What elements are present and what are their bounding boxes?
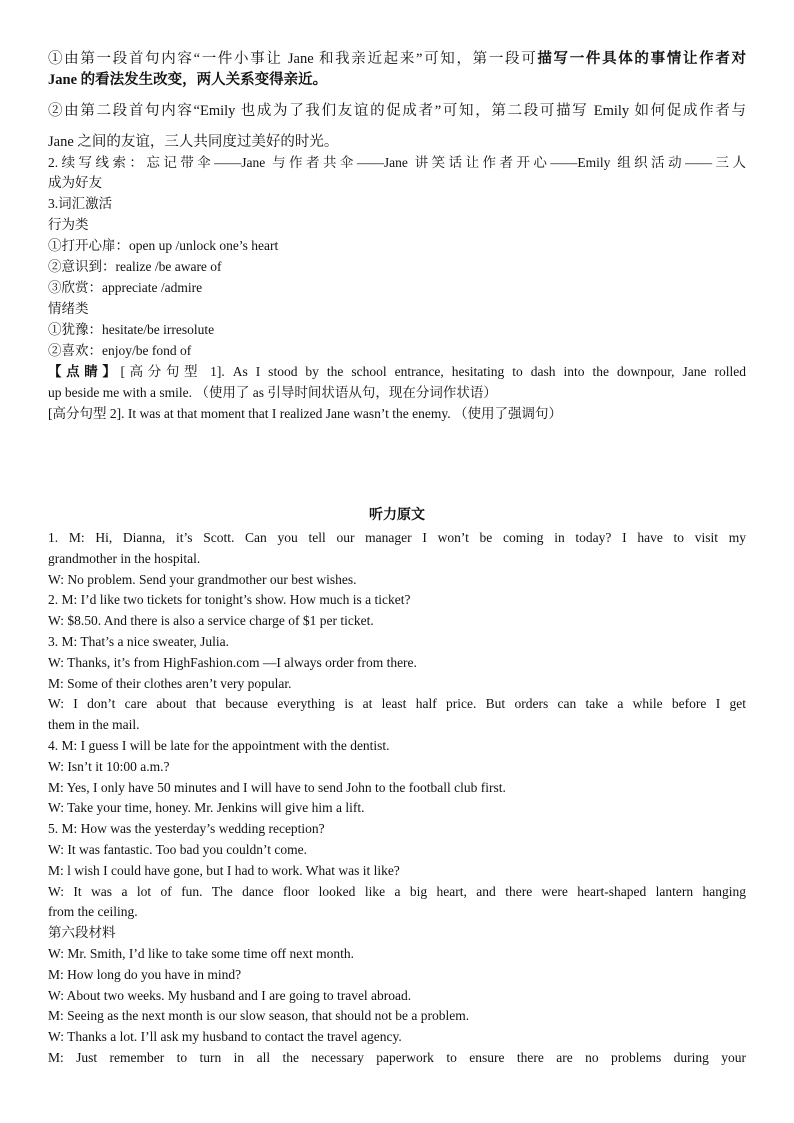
text-segment: ①由第一段首句内容“一件小事让 Jane 和我亲近起来”可知，第一段可: [48, 51, 538, 67]
text-line: [48, 132, 746, 152]
text-line: [48, 101, 746, 121]
text-line: [48, 70, 746, 90]
bold-text: Jane 的看法发生改变，两人关系变得亲近。: [48, 72, 328, 88]
bold-text: 描写一件具体的事情让作者对: [537, 51, 746, 67]
text-line: [48, 383, 746, 403]
text-segment: 行为类: [48, 217, 89, 232]
transcript-line: W: Mr. Smith, I’d like to take some time off next month.: [48, 946, 354, 961]
text-line: [48, 236, 746, 256]
text-line: [48, 299, 746, 319]
text-segment: up beside me with a smile. （使用了 as 引导时间状语从句，现在分词作状语）: [48, 385, 497, 400]
section-title-listening-transcript: 听力原文: [369, 508, 425, 523]
transcript-line: 3. M: That’s a nice sweater, Julia.: [48, 634, 230, 649]
transcript-line: grandmother in the hospital.: [48, 550, 201, 566]
text-segment: [高分句型 2]. It was at that moment that I realized Jane wasn’t the enemy. （使用了强调句）: [48, 406, 563, 421]
text-line: [48, 257, 746, 277]
text-segment: 2.续写线索：忘记带伞——Jane 与作者共伞——Jane 讲笑话让作者开心——Emily 组织活动——三人: [48, 155, 746, 170]
text-line: [48, 153, 746, 173]
text-segment: ①犹豫：hesitate/be irresolute: [48, 322, 215, 337]
transcript-line: W: Isn’t it 10:00 a.m.?: [48, 758, 170, 774]
text-line: [48, 404, 746, 424]
transcript-line: 第六段材料: [48, 925, 116, 941]
transcript-line: M: Some of their clothes aren’t very popular.: [48, 675, 292, 691]
transcript-line: from the ceiling.: [48, 904, 138, 920]
transcript-line: W: $8.50. And there is also a service charge of $1 per ticket.: [48, 613, 374, 629]
transcript-line: them in the mail.: [48, 717, 140, 733]
transcript-line: M: Just remember to turn in all the necessary paperwork to ensure there are no problems during your: [48, 1050, 746, 1065]
text-segment: ①打开心扉：open up /unlock one’s heart: [48, 238, 279, 253]
transcript-line: 4. M: I guess I will be late for the appointment with the dentist.: [48, 738, 390, 753]
text-segment: ②由第二段首句内容“Emily 也成为了我们友谊的促成者”可知，第二段可描写 Emily 如何促成作者与: [48, 103, 746, 119]
transcript-line: M: l wish I could have gone, but I had to work. What was it like?: [48, 862, 400, 878]
text-line: [48, 194, 746, 214]
transcript-line: M: How long do you have in mind?: [48, 966, 242, 982]
text-segment: ②意识到：realize /be aware of: [48, 259, 222, 274]
transcript-line: M: Yes, I only have 50 minutes and I will have to send John to the football club first.: [48, 779, 506, 795]
text-segment: 成为好友: [48, 175, 102, 190]
text-segment: 情绪类: [48, 301, 89, 316]
transcript-line: W: Take your time, honey. Mr. Jenkins will give him a lift.: [48, 800, 365, 816]
transcript-line: 1. M: Hi, Dianna, it’s Scott. Can you tell our manager I won’t be coming in today? I have to visit my: [48, 530, 746, 545]
text-segment: [高分句型 1]. As I stood by the school entrance, hesitating to dash into the downpour, Jane rolled: [120, 364, 746, 379]
transcript-line: 2. M: I’d like two tickets for tonight’s show. How much is a ticket?: [48, 592, 411, 608]
text-segment: ②喜欢：enjoy/be fond of: [48, 343, 192, 358]
bold-text: 【点睛】: [48, 364, 121, 379]
transcript-line: W: It was fantastic. Too bad you couldn’t come.: [48, 842, 307, 857]
text-segment: Jane 之间的友谊，三人共同度过美好的时光。: [48, 134, 339, 150]
text-line: [48, 215, 746, 235]
transcript-line: W: About two weeks. My husband and I are going to travel abroad.: [48, 987, 412, 1003]
text-line: [48, 49, 746, 69]
transcript-line: W: I don’t care about that because everything is at least half price. But orders can take a while before I get: [48, 696, 746, 712]
transcript-line: M: Seeing as the next month is our slow season, that should not be a problem.: [48, 1008, 470, 1024]
text-line: [48, 173, 746, 193]
text-line: [48, 278, 746, 298]
text-line: [48, 320, 746, 340]
text-segment: 3.词汇激活: [48, 196, 113, 211]
transcript-line: W: It was a lot of fun. The dance floor looked like a big heart, and there were heart-shaped lantern hanging: [48, 883, 746, 899]
text-line: [48, 362, 746, 382]
transcript-line: W: Thanks, it’s from HighFashion.com —I always order from there.: [48, 654, 417, 670]
transcript-line: W: Thanks a lot. I’ll ask my husband to contact the travel agency.: [48, 1029, 402, 1045]
text-line: [48, 341, 746, 361]
transcript-line: W: No problem. Send your grandmother our best wishes.: [48, 571, 357, 587]
text-segment: ③欣赏：appreciate /admire: [48, 280, 203, 295]
transcript-line: 5. M: How was the yesterday’s wedding reception?: [48, 821, 325, 837]
